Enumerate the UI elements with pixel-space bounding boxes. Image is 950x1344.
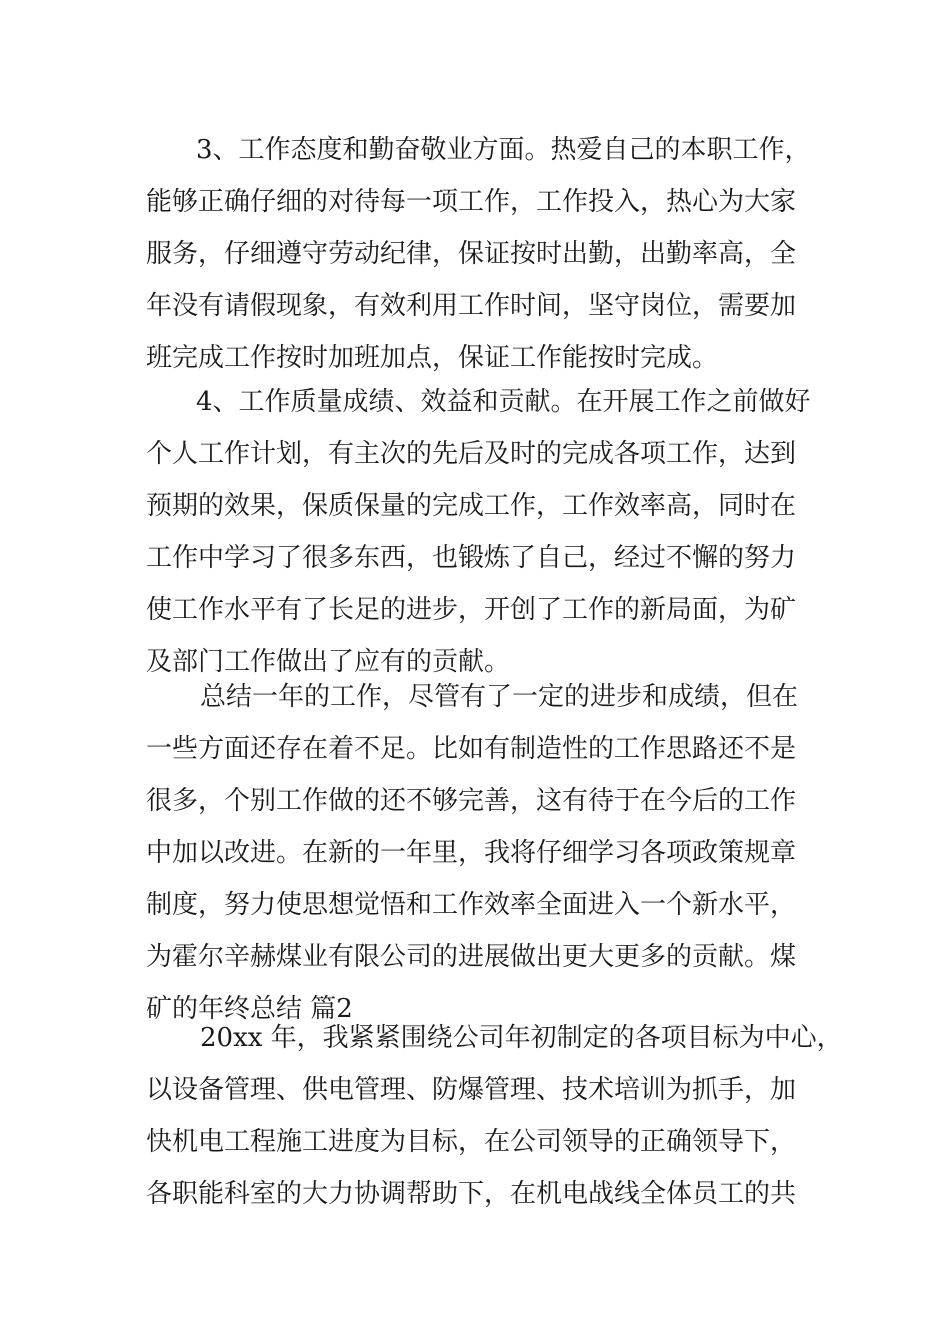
- paragraph-line: 中加以改进。在新的一年里，我将仔细学习各项政策规章: [146, 838, 797, 868]
- paragraph-line: 各职能科室的大力协调帮助下，在机电战线全体员工的共: [146, 1179, 797, 1209]
- paragraph-year-summary: [146, 671, 810, 1035]
- paragraph-line: 使工作水平有了长足的进步，开创了工作的新局面，为矿: [146, 595, 797, 625]
- paragraph-line: 快机电工程施工进度为目标，在公司领导的正确领导下，: [146, 1127, 797, 1157]
- paragraph-line: 3、工作态度和勤奋敬业方面。热爱自己的本职工作，: [196, 135, 811, 165]
- paragraph-line: 个人工作计划，有主次的先后及时的完成各项工作，达到: [146, 439, 797, 469]
- paragraph-line: 很多，个别工作做的还不够完善，这有待于在今后的工作: [146, 786, 797, 816]
- paragraph-line: 为霍尔辛赫煤业有限公司的进展做出更大更多的贡献。煤: [146, 942, 797, 972]
- paragraph-line: 服务，仔细遵守劳动纪律，保证按时出勤，出勤率高，全: [146, 239, 797, 269]
- paragraph-line: 20xx 年，我紧紧围绕公司年初制定的各项目标为中心，: [200, 1023, 843, 1053]
- paragraph-year-goals: [146, 1012, 843, 1220]
- paragraph-work-attitude: [146, 124, 810, 384]
- paragraph-line: 一些方面还存在着不足。比如有制造性的工作思路还不是: [146, 734, 797, 764]
- paragraph-line: 工作中学习了很多东西，也锻炼了自己，经过不懈的努力: [146, 543, 797, 573]
- paragraph-line: 总结一年的工作，尽管有了一定的进步和成绩，但在: [200, 682, 799, 712]
- paragraph-line: 制度，努力使思想觉悟和工作效率全面进入一个新水平，: [146, 890, 797, 920]
- paragraph-line: 年没有请假现象，有效利用工作时间，坚守岗位，需要加: [146, 291, 797, 321]
- paragraph-line: 能够正确仔细的对待每一项工作，工作投入，热心为大家: [146, 187, 797, 217]
- paragraph-line: 及部门工作做出了应有的贡献。: [146, 647, 511, 677]
- paragraph-line: 以设备管理、供电管理、防爆管理、技术培训为抓手，加: [146, 1075, 797, 1105]
- paragraph-line: 预期的效果，保质保量的完成工作，工作效率高，同时在: [146, 491, 797, 521]
- paragraph-line: 矿的年终总结 篇2: [146, 994, 353, 1024]
- paragraph-line: 4、工作质量成绩、效益和贡献。在开展工作之前做好: [196, 387, 811, 417]
- paragraph-line: 班完成工作按时加班加点，保证工作能按时完成。: [146, 343, 719, 373]
- paragraph-work-quality: [146, 376, 810, 688]
